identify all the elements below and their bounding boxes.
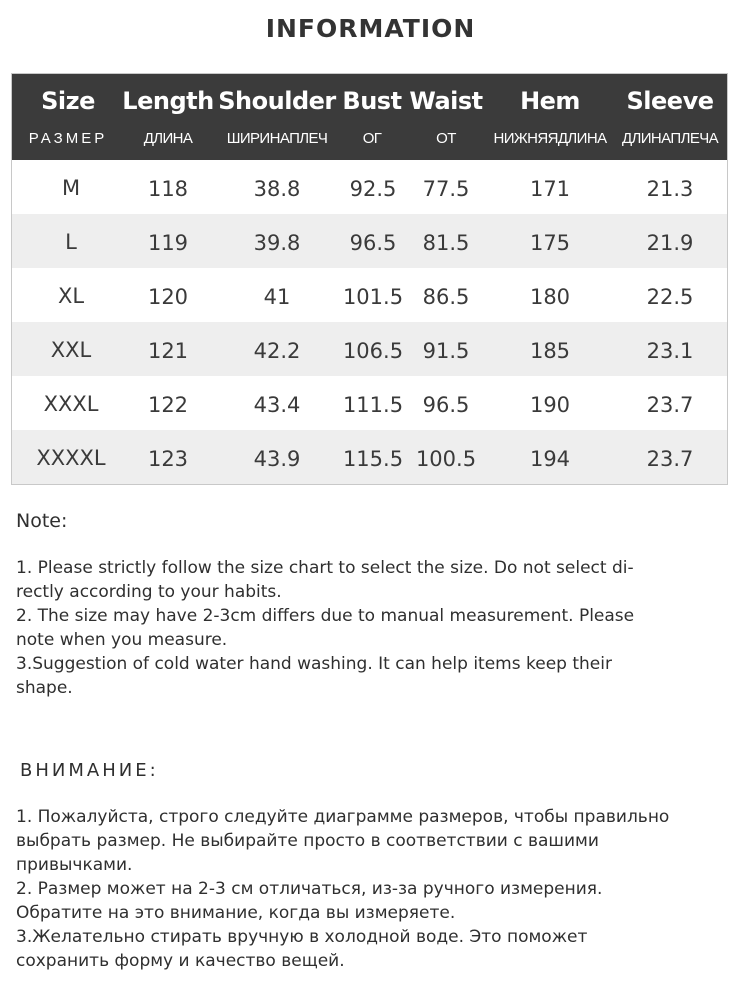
table-cell: XXXL xyxy=(43,392,99,416)
header-label-en: Size xyxy=(41,87,95,115)
header-label-ru: ОГ xyxy=(362,130,382,147)
table-cell: 190 xyxy=(529,393,571,417)
header-label-ru: ШИРИНАПЛЕЧ xyxy=(226,130,328,147)
note-line: сохранить форму и качество вещей. xyxy=(16,951,345,971)
table-cell: 39.8 xyxy=(253,231,301,255)
note-russian xyxy=(16,760,728,973)
note-line: Обратите на это внимание, когда вы измеряете. xyxy=(16,903,456,923)
table-cell: XXL xyxy=(50,338,92,362)
table-cell: 43.4 xyxy=(253,393,301,417)
header-label-ru: ОТ xyxy=(436,130,456,147)
table-cell: 92.5 xyxy=(349,177,397,201)
table-cell: 41 xyxy=(263,285,291,309)
note-line: выбрать размер. Не выбирайте просто в соответствии с вашими xyxy=(16,831,599,851)
note-line: note when you measure. xyxy=(16,630,228,650)
note-english xyxy=(16,510,728,700)
note-heading: Note: xyxy=(16,510,68,532)
header-label-en: Bust xyxy=(342,87,402,115)
table-cell: 101.5 xyxy=(342,285,404,309)
header-label-en: Shoulder xyxy=(218,87,336,115)
table-cell: 91.5 xyxy=(422,339,470,363)
header-hem xyxy=(493,74,607,160)
header-label-ru: РАЗМЕР xyxy=(28,130,108,147)
note-lines xyxy=(16,805,728,973)
table-cell: 120 xyxy=(147,285,189,309)
header-label-ru: НИЖНЯЯДЛИНА xyxy=(493,130,607,147)
note-line: 2. Размер может на 2-3 см отличаться, из-за ручного измерения. xyxy=(16,879,603,899)
table-cell: 96.5 xyxy=(349,231,397,255)
table-row xyxy=(12,214,727,268)
table-cell: 23.7 xyxy=(646,393,694,417)
header-label-en: Hem xyxy=(520,87,580,115)
table-cell: 21.9 xyxy=(646,231,694,255)
note-lines xyxy=(16,556,728,700)
table-cell: 86.5 xyxy=(422,285,470,309)
table-row xyxy=(12,268,727,322)
table-cell: 42.2 xyxy=(253,339,301,363)
table-cell: 185 xyxy=(529,339,571,363)
table-cell: 23.1 xyxy=(646,339,694,363)
table-row xyxy=(12,322,727,376)
table-row xyxy=(12,160,727,214)
table-header xyxy=(12,74,727,160)
table-cell: 122 xyxy=(147,393,189,417)
table-cell: 100.5 xyxy=(415,447,477,471)
table-cell: 96.5 xyxy=(422,393,470,417)
note-line: 2. The size may have 2-3cm differs due to manual measurement. Please xyxy=(16,606,635,626)
table-cell: 77.5 xyxy=(422,177,470,201)
note-line: 3.Желательно стирать вручную в холодной воде. Это поможет xyxy=(16,927,588,947)
header-sleeve xyxy=(622,74,718,160)
table-cell: 23.7 xyxy=(646,447,694,471)
table-cell: 38.8 xyxy=(253,177,301,201)
table-cell: 111.5 xyxy=(342,393,404,417)
table-body xyxy=(12,160,727,484)
header-label-ru: ДЛИНАПЛЕЧА xyxy=(621,130,719,147)
table-cell: 121 xyxy=(147,339,189,363)
table-cell: 123 xyxy=(147,447,189,471)
table-cell: 118 xyxy=(147,177,189,201)
table-row xyxy=(12,430,727,484)
table-cell: 115.5 xyxy=(342,447,404,471)
table-cell: 180 xyxy=(529,285,571,309)
header-label-ru: ДЛИНА xyxy=(143,130,193,147)
size-table xyxy=(11,73,728,485)
table-row xyxy=(12,376,727,430)
note-line: 3.Suggestion of cold water hand washing. It can help items keep their xyxy=(16,654,612,674)
header-shoulder xyxy=(218,74,336,160)
note-line: shape. xyxy=(16,678,73,698)
header-waist xyxy=(409,74,483,160)
table-cell: 175 xyxy=(529,231,571,255)
table-cell: 22.5 xyxy=(646,285,694,309)
table-cell: 194 xyxy=(529,447,571,471)
header-label-en: Sleeve xyxy=(626,87,714,115)
header-label-en: Length xyxy=(122,87,214,115)
table-cell: 21.3 xyxy=(646,177,694,201)
page-title: INFORMATION xyxy=(265,14,476,43)
table-cell: 119 xyxy=(147,231,189,255)
table-cell: XXXXL xyxy=(36,446,106,470)
note-line: 1. Пожалуйста, строго следуйте диаграмме размеров, чтобы правильно xyxy=(16,807,670,827)
note-line: 1. Please strictly follow the size chart to select the size. Do not select di- xyxy=(16,558,634,578)
table-cell: 43.9 xyxy=(253,447,301,471)
table-cell: XL xyxy=(57,284,85,308)
note-line: привычками. xyxy=(16,855,133,875)
header-label-en: Waist xyxy=(409,87,483,115)
note-heading: ВНИМАНИЕ: xyxy=(20,760,159,781)
table-cell: M xyxy=(61,176,81,200)
note-line: rectly according to your habits. xyxy=(16,582,282,602)
table-cell: 171 xyxy=(529,177,571,201)
header-length xyxy=(122,74,214,160)
table-cell: 106.5 xyxy=(342,339,404,363)
table-cell: L xyxy=(65,230,77,254)
header-size xyxy=(28,74,108,160)
table-cell: 81.5 xyxy=(422,231,470,255)
